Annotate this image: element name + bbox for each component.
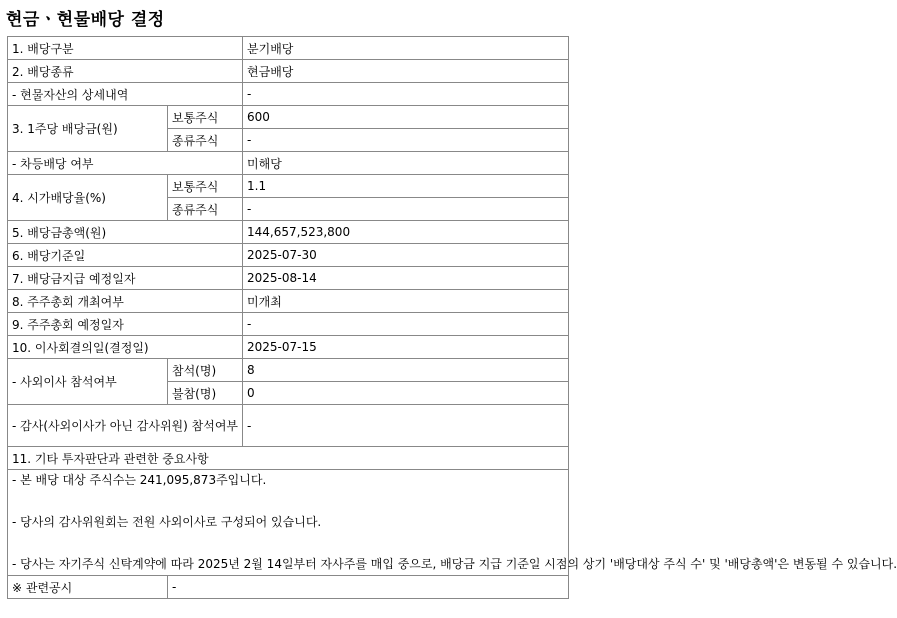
note-line: - 당사는 자기주식 신탁계약에 따라 2025년 2월 14일부터 자사주를 매입 중으로, 배당금 지급 기준일 시점의 상기 '배당대상 주식 수' 및 '배당총액'은 변동될 수 있습니다. — [12, 557, 897, 571]
dividend-table — [7, 36, 897, 599]
sub-label: 종류주식 — [168, 198, 243, 221]
row-label: 9. 주주총회 예정일자 — [8, 313, 243, 336]
notes-cell — [8, 470, 897, 576]
row-value: 600 — [243, 106, 569, 129]
table-row — [8, 470, 569, 576]
table-row — [8, 405, 569, 447]
row-value: 1.1 — [243, 175, 569, 198]
row-label: 8. 주주총회 개최여부 — [8, 290, 243, 313]
table-row — [8, 313, 569, 336]
table-row — [8, 152, 569, 175]
row-label: 1. 배당구분 — [8, 37, 243, 60]
row-value: 미해당 — [243, 152, 569, 175]
sub-label: 보통주식 — [168, 106, 243, 129]
row-label: 4. 시가배당율(%) — [8, 175, 168, 221]
table-row — [8, 60, 569, 83]
section-heading: 11. 기타 투자판단과 관련한 중요사항 — [8, 447, 569, 470]
note-line: - 당사의 감사위원회는 전원 사외이사로 구성되어 있습니다. — [12, 515, 322, 529]
row-value: 144,657,523,800 — [243, 221, 569, 244]
sub-label: 종류주식 — [168, 129, 243, 152]
table-row — [8, 447, 569, 470]
row-value: 2025-07-30 — [243, 244, 569, 267]
row-value: 분기배당 — [243, 37, 569, 60]
row-value: 8 — [243, 359, 569, 382]
related-value: - — [168, 576, 569, 599]
table-row — [8, 175, 569, 198]
row-value: 현금배당 — [243, 60, 569, 83]
table-row — [8, 37, 569, 60]
row-label: 10. 이사회결의일(결정일) — [8, 336, 243, 359]
sub-label: 불참(명) — [168, 382, 243, 405]
table-row — [8, 267, 569, 290]
note-line: - 본 배당 대상 주식수는 241,095,873주입니다. — [12, 473, 267, 487]
row-value: 0 — [243, 382, 569, 405]
page-title: 현금ㆍ현물배당 결정 — [6, 10, 165, 30]
sub-label: 참석(명) — [168, 359, 243, 382]
row-value: 2025-07-15 — [243, 336, 569, 359]
row-label: 5. 배당금총액(원) — [8, 221, 243, 244]
row-label: 7. 배당금지급 예정일자 — [8, 267, 243, 290]
row-label: - 현물자산의 상세내역 — [8, 83, 243, 106]
row-label: 6. 배당기준일 — [8, 244, 243, 267]
table-row — [8, 290, 569, 313]
row-value: 미개최 — [243, 290, 569, 313]
row-label: - 차등배당 여부 — [8, 152, 243, 175]
related-label: ※ 관련공시 — [8, 576, 168, 599]
table-row — [8, 336, 569, 359]
row-label: - 감사(사외이사가 아닌 감사위원) 참석여부 — [8, 405, 243, 447]
table-row — [8, 83, 569, 106]
sub-label: 보통주식 — [168, 175, 243, 198]
table-row — [8, 244, 569, 267]
table-row — [8, 576, 569, 599]
row-label: 3. 1주당 배당금(원) — [8, 106, 168, 152]
row-value: - — [243, 405, 569, 447]
row-value: - — [243, 198, 569, 221]
row-value: 2025-08-14 — [243, 267, 569, 290]
table-row — [8, 359, 569, 382]
row-value: - — [243, 129, 569, 152]
table-row — [8, 106, 569, 129]
row-label: - 사외이사 참석여부 — [8, 359, 168, 405]
row-value: - — [243, 83, 569, 106]
row-value: - — [243, 313, 569, 336]
table-row — [8, 221, 569, 244]
row-label: 2. 배당종류 — [8, 60, 243, 83]
